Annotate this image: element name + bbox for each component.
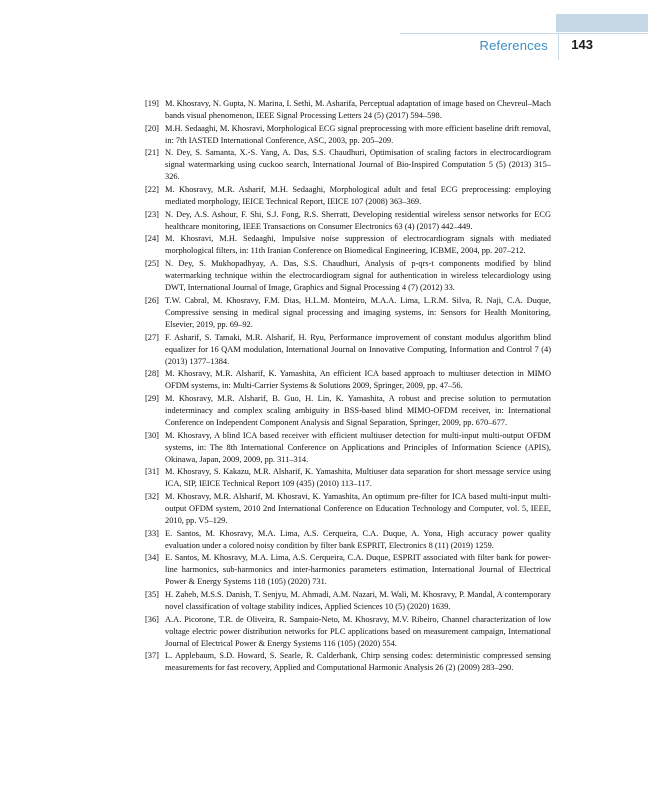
reference-number: [32] [145, 491, 159, 501]
reference-number: [20] [145, 123, 159, 133]
reference-text: M. Khosravy, M.R. Alsharif, M. Khosravi, K. Yamashita, An optimum pre-filter for ICA based multi-input multi-output OFDM system, 2010 2nd International Conference on Education Technology and Computer, vol. 5, IEEE, 2010, pp. V5–129. [165, 491, 551, 525]
reference-text: M. Khosravy, A blind ICA based receiver with efficient multiuser detection for multi-input multi-output OFDM systems, in: The 8th International Conference on Applications and Principles of Information Science (APIS), Okinawa, Japan, 2009, 2009, pp. 311–314. [165, 430, 551, 464]
reference-number: [19] [145, 99, 159, 108]
reference-entry [145, 295, 551, 331]
reference-number: [33] [145, 528, 159, 538]
reference-entry [145, 650, 551, 674]
reference-entry [145, 430, 551, 466]
reference-text: E. Santos, M. Khosravy, M.A. Lima, A.S. Cerqueira, C.A. Duque, ESPRIT associated with filter bank for power-line harmonics, sub-harmonics and inter-harmonics parameters estimation, International Journal of Electrical Power & Energy Systems 118 (105) (2020) 731. [165, 553, 551, 587]
reference-text: N. Dey, A.S. Ashour, F. Shi, S.J. Fong, R.S. Sherratt, Developing residential wireless sensor networks for ECG healthcare monitoring, IEEE Transactions on Consumer Electronics 63 (4) (2017) 442–449. [165, 209, 551, 231]
reference-entry [145, 466, 551, 490]
reference-text: L. Applebaum, S.D. Howard, S. Searle, R. Calderbank, Chirp sensing codes: deterministic compressed sensing measurements for fast recovery, Applied and Computational Harmonic Analysis 26 (2) (2009) 283–290. [165, 651, 551, 673]
reference-number: [30] [145, 430, 159, 440]
reference-number: [34] [145, 553, 159, 563]
reference-entry [145, 552, 551, 588]
header-accent-bar [556, 14, 648, 32]
reference-entry [145, 98, 551, 122]
reference-entry [145, 614, 551, 650]
section-title: References [479, 38, 548, 53]
reference-text: N. Dey, S. Mukhopadhyay, A. Das, S.S. Chaudhuri, Analysis of p-qrs-t components modified by blind watermarking technique within the electrocardiogram signal for authentication in wireless telecardiology using DWT, International Journal of Image, Graphics and Signal Processing 4 (7) (2012) 33. [165, 259, 551, 293]
reference-entry [145, 258, 551, 294]
reference-entry [145, 491, 551, 527]
reference-text: M. Khosravy, M.R. Asharif, M.H. Sedaaghi, Morphological adult and fetal ECG preprocessing: employing mediated morphology, IEICE Technical Report, IEICE 107 (2008) 363–369. [165, 185, 551, 207]
reference-text: M. Khosravy, M.R. Alsharif, K. Yamashita, An efficient ICA based approach to multiuser detection in MIMO OFDM systems, in: Multi-Carrier Systems & Solutions 2009, Springer, 2009, pp. 47–56. [165, 369, 551, 391]
running-header [0, 0, 648, 34]
reference-number: [29] [145, 393, 159, 403]
reference-number: [27] [145, 332, 159, 342]
reference-text: H. Zaheb, M.S.S. Danish, T. Senjyu, M. Ahmadi, A.M. Nazari, M. Wali, M. Khosravy, P. Mandal, A contemporary novel classification of voltage stability indices, Applied Sciences 10 (5) (2020) 1639. [165, 590, 551, 611]
reference-entry [145, 123, 551, 147]
reference-text: N. Dey, S. Samanta, X.-S. Yang, A. Das, S.S. Chaudhuri, Optimisation of scaling factors in electrocardiogram signal watermarking using cuckoo search, International Journal of Bio-Inspired Computation 5 (5) (2013) 315–326. [165, 148, 551, 182]
header-divider [558, 33, 559, 60]
reference-number: [21] [145, 148, 159, 158]
reference-number: [23] [145, 209, 159, 219]
reference-text: M. Khosravy, M.R. Alsharif, B. Guo, H. Lin, K. Yamashita, A robust and precise solution to permutation indeterminacy and complex scaling ambiguity in BSS-based blind MIMO-OFDM receiver, in: International Conference on Independent Component Analysis and Signal Separation, Springer, 2009, pp. 670–677. [165, 393, 551, 427]
reference-text: A.A. Picorone, T.R. de Oliveira, R. Sampaio-Neto, M. Khosravy, M.V. Ribeiro, Channel characterization of low voltage electric power distribution networks for PLC applications based on measurement campaign, International Journal of Electrical Power & Energy Systems 116 (105) (2020) 554. [165, 614, 551, 648]
reference-number: [28] [145, 369, 159, 379]
reference-number: [37] [145, 651, 159, 661]
reference-entry [145, 233, 551, 257]
reference-entry [145, 184, 551, 208]
reference-entry [145, 368, 551, 392]
reference-entry [145, 147, 551, 183]
reference-entry [145, 209, 551, 233]
reference-text: M. Khosravy, S. Kakazu, M.R. Alsharif, K. Yamashita, Multiuser data separation for short message service using ICA, SIP, IEICE Technical Report 109 (435) (2010) 113–117. [165, 467, 551, 489]
reference-text: M.H. Sedaaghi, M. Khosravi, Morphological ECG signal preprocessing with more efficient baseline drift removal, in: 7th IASTED International Conference, ASC, 2003, pp. 205–209. [165, 123, 551, 145]
reference-entry [145, 589, 551, 613]
reference-number: [25] [145, 259, 159, 269]
reference-text: F. Asharif, S. Tamaki, M.R. Alsharif, H. Ryu, Performance improvement of constant modulus algorithm blind equalizer for 16 QAM modulation, International Journal on Innovative Computing, Information and Control 7 (4) (2013) 1377–1384. [165, 332, 551, 366]
reference-text: T.W. Cabral, M. Khosravy, F.M. Dias, H.L.M. Monteiro, M.A.A. Lima, L.R.M. Silva, R. Naji, C.A. Duque, Compressive sensing in medical signal processing and imaging systems, in: Sensors for Health Monitoring, Elsevier, 2019, pp. 69–92. [165, 295, 551, 329]
reference-number: [24] [145, 234, 159, 244]
reference-number: [26] [145, 295, 159, 305]
reference-entry [145, 332, 551, 368]
reference-number: [31] [145, 467, 159, 477]
reference-text: M. Khosravi, M.H. Sedaaghi, Impulsive noise suppression of electrocardiogram signals with mediated morphological filters, in: 11th Iranian Conference on Biomedical Engineering, ICBME, 2004, pp. 207–212. [165, 234, 551, 256]
reference-entry [145, 528, 551, 552]
reference-entry [145, 393, 551, 429]
reference-list [145, 98, 551, 675]
reference-number: [35] [145, 590, 159, 599]
reference-number: [22] [145, 185, 159, 195]
reference-text: M. Khosravy, N. Gupta, N. Marina, I. Sethi, M. Asharifa, Perceptual adaptation of image based on Chevreul–Mach bands visual phenomenon, IEEE Signal Processing Letters 24 (5) (2017) 594–598. [165, 99, 551, 120]
reference-number: [36] [145, 614, 159, 624]
reference-text: E. Santos, M. Khosravy, M.A. Lima, A.S. Cerqueira, C.A. Duque, A. Yona, High accuracy power quality evaluation under a colored noisy condition by filter bank ESPRIT, Electronics 8 (11) (2019) 1259. [165, 528, 551, 550]
header-rule-line [400, 33, 648, 34]
page-number: 143 [571, 37, 593, 52]
